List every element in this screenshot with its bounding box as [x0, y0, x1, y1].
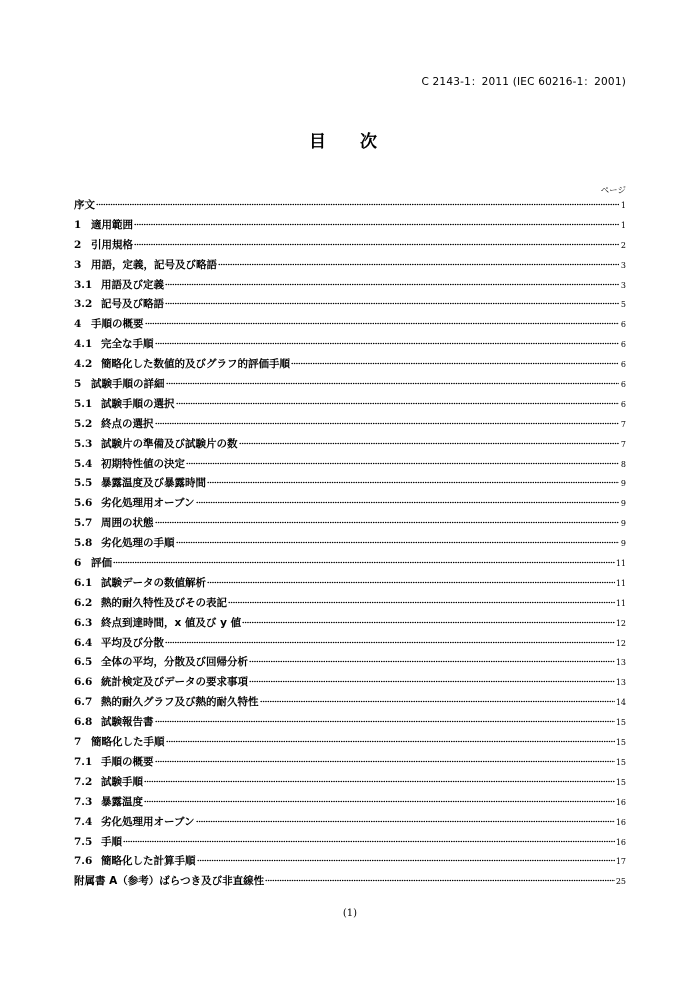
toc-entry [74, 197, 626, 217]
toc-entry [74, 654, 626, 674]
toc-entry-number: 6.4 [74, 636, 93, 649]
dot-leader [166, 740, 615, 743]
toc-entry-page: 1 [620, 201, 626, 210]
toc-entry-number: 7.3 [74, 795, 93, 808]
toc-entry-title: 劣化処理用オーブン [101, 815, 195, 828]
toc-entry-number: 3.1 [74, 278, 93, 291]
toc-entry-number: 6.2 [74, 596, 93, 609]
toc-entry [74, 595, 626, 615]
dot-leader [165, 283, 619, 286]
dot-leader [155, 422, 620, 425]
toc-entry [74, 336, 626, 356]
toc-entry [74, 495, 626, 515]
toc-entry [74, 814, 626, 834]
dot-leader [239, 442, 620, 445]
dot-leader [176, 402, 620, 405]
dot-leader [155, 342, 620, 345]
toc-entry-page: 6 [620, 340, 626, 350]
dot-leader [186, 462, 619, 465]
toc-entry [74, 257, 626, 277]
toc-entry-title: 手順 [101, 835, 122, 848]
toc-entry [74, 535, 626, 555]
toc-entry-number: 6.7 [74, 696, 93, 709]
toc-entry-page: 2 [620, 240, 626, 250]
toc-entry-title: 初期特性値の決定 [101, 457, 185, 470]
toc-entry-title: 熱的耐久特性及びその表記 [101, 596, 227, 609]
toc-entry [74, 316, 626, 336]
toc-entry [74, 635, 626, 655]
toc-entry-number: 5.8 [74, 537, 93, 550]
toc-entry-page: 15 [615, 777, 626, 787]
toc-entry [74, 714, 626, 734]
toc-entry-title: 用語，定義，記号及び略語 [91, 258, 217, 271]
toc-entry-title: 試験手順 [101, 775, 143, 788]
toc-entry [74, 396, 626, 416]
toc-entry [74, 456, 626, 476]
toc-entry-page: 15 [615, 738, 626, 748]
toc-entry-page: 9 [620, 539, 626, 549]
toc-entry [74, 834, 626, 854]
dot-leader [176, 541, 620, 544]
toc-entry-number: 5.6 [74, 497, 93, 510]
toc-entry-page: 1 [620, 220, 626, 230]
dot-leader [113, 561, 615, 564]
page-title: 目 次 [309, 132, 391, 152]
table-of-contents [74, 197, 626, 893]
dot-leader [166, 382, 620, 385]
toc-entry [74, 555, 626, 575]
dot-leader [249, 680, 615, 683]
dot-leader [260, 700, 615, 703]
toc-entry-number: 5.5 [74, 477, 93, 490]
toc-entry-title: 暴露温度及び暴露時間 [101, 477, 206, 490]
toc-entry-title: 周囲の状態 [101, 517, 154, 530]
dot-leader [265, 879, 615, 882]
dot-leader [291, 362, 619, 365]
toc-entry-title: 簡略化した計算手順 [101, 855, 196, 868]
toc-entry-title: 完全な手順 [101, 338, 154, 351]
toc-entry-title: 試験報告書 [101, 716, 154, 729]
toc-entry-page: 14 [615, 698, 626, 708]
toc-entry [74, 853, 626, 873]
toc-entry-title: 試験手順の詳細 [91, 378, 165, 391]
toc-entry-page: 7 [620, 439, 626, 449]
toc-entry-number: 7.4 [74, 815, 93, 828]
dot-leader [242, 621, 615, 624]
toc-entry-title: 試験片の準備及び試験片の数 [101, 437, 238, 450]
dot-leader [218, 263, 619, 266]
toc-entry [74, 694, 626, 714]
dot-leader [145, 322, 620, 325]
toc-entry-page: 17 [615, 857, 626, 867]
toc-entry-number: 7 [74, 736, 82, 749]
toc-entry [74, 873, 626, 893]
toc-entry-page: 16 [615, 837, 626, 847]
toc-entry-title: 暴露温度 [101, 795, 143, 808]
dot-leader [196, 820, 615, 823]
toc-entry-title: 終点の選択 [101, 417, 154, 430]
toc-entry-title: 適用範囲 [91, 218, 133, 231]
toc-entry-number: 5.3 [74, 437, 93, 450]
toc-entry [74, 734, 626, 754]
page-number: (1) [342, 908, 358, 919]
toc-entry-number: 6.5 [74, 656, 93, 669]
toc-entry-number: 5.2 [74, 417, 93, 430]
toc-entry-number: 6.3 [74, 616, 93, 629]
toc-entry-title: 熱的耐久グラフ及び熱的耐久特性 [101, 696, 259, 709]
toc-entry-page: 9 [620, 499, 626, 509]
toc-entry-number: 7.1 [74, 755, 93, 768]
toc-entry-number: 4.2 [74, 358, 93, 371]
toc-entry-title: 平均及び分散 [101, 636, 164, 649]
toc-entry-number: 3.2 [74, 298, 93, 311]
toc-entry-page: 15 [615, 718, 626, 728]
toc-entry-page: 13 [615, 678, 626, 688]
toc-entry-number: 7.5 [74, 835, 93, 848]
toc-entry-title: 引用規格 [91, 238, 133, 251]
toc-entry [74, 794, 626, 814]
toc-entry [74, 475, 626, 495]
toc-entry [74, 436, 626, 456]
toc-entry-title: 全体の平均，分散及び回帰分析 [101, 656, 248, 669]
toc-entry-page: 7 [620, 419, 626, 429]
toc-entry-page: 3 [620, 280, 626, 290]
toc-entry [74, 217, 626, 237]
toc-entry-title: 用語及び定義 [101, 278, 164, 291]
toc-entry-number: 4 [74, 318, 82, 331]
dot-leader [155, 720, 615, 723]
toc-entry-title: 附属書 A（参考）ばらつき及び非直線性 [74, 875, 265, 888]
toc-entry-number: 1 [74, 218, 82, 231]
toc-entry-title: 終点到達時間，x 値及び y 値 [101, 616, 242, 629]
toc-entry [74, 774, 626, 794]
toc-entry [74, 754, 626, 774]
toc-entry-page: 25 [615, 877, 626, 887]
toc-entry-page: 6 [620, 360, 626, 370]
toc-entry-page: 6 [620, 399, 626, 409]
toc-entry-number: 5.1 [74, 397, 93, 410]
toc-entry-page: 11 [615, 559, 626, 569]
toc-entry [74, 277, 626, 297]
toc-entry-title: 劣化処理用オーブン [101, 497, 195, 510]
toc-entry-number: 5.7 [74, 517, 93, 530]
toc-entry-page: 13 [615, 658, 626, 668]
dot-leader [228, 601, 615, 604]
toc-entry-page: 11 [615, 578, 626, 588]
toc-entry-title: 統計検定及びデータの要求事項 [101, 676, 248, 689]
dot-leader [155, 760, 615, 763]
toc-entry-page: 6 [620, 320, 626, 330]
toc-entry-page: 9 [620, 479, 626, 489]
toc-entry-title: 簡略化した手順 [91, 736, 165, 749]
toc-entry-page: 11 [615, 598, 626, 608]
toc-entry-page: 3 [620, 260, 626, 270]
toc-entry-page: 5 [620, 300, 626, 310]
toc-entry-title: 記号及び略語 [101, 298, 164, 311]
toc-entry-title: 手順の概要 [101, 755, 154, 768]
dot-leader [134, 223, 619, 226]
dot-leader [134, 243, 619, 246]
toc-entry [74, 376, 626, 396]
toc-entry-title: 劣化処理の手順 [101, 537, 175, 550]
dot-leader [165, 302, 619, 305]
dot-leader [207, 581, 615, 584]
toc-entry-page: 15 [615, 757, 626, 767]
toc-entry-title: 手順の概要 [91, 318, 144, 331]
toc-entry-page: 16 [615, 817, 626, 827]
toc-entry-title: 序文 [74, 199, 95, 211]
toc-entry-title: 試験手順の選択 [101, 397, 175, 410]
dot-leader [249, 660, 615, 663]
toc-entry-number: 6.8 [74, 716, 93, 729]
dot-leader [96, 203, 619, 206]
toc-entry-page: 12 [615, 638, 626, 648]
dot-leader [144, 800, 615, 803]
toc-entry [74, 575, 626, 595]
document-code: C 2143-1：2011 (IEC 60216-1：2001) [421, 76, 626, 88]
toc-entry-page: 9 [620, 519, 626, 529]
dot-leader [196, 501, 619, 504]
toc-entry [74, 296, 626, 316]
toc-entry-number: 6.6 [74, 676, 93, 689]
toc-entry-number: 7.6 [74, 855, 93, 868]
dot-leader [165, 641, 615, 644]
toc-entry-number: 4.1 [74, 338, 93, 351]
toc-entry-title: 簡略化した数値的及びグラフ的評価手順 [101, 358, 290, 371]
toc-entry-number: 5 [74, 378, 82, 391]
dot-leader [197, 859, 615, 862]
toc-entry-number: 6.1 [74, 576, 93, 589]
dot-leader [123, 840, 615, 843]
toc-entry-page: 6 [620, 380, 626, 390]
toc-entry [74, 356, 626, 376]
toc-entry [74, 416, 626, 436]
toc-entry-number: 5.4 [74, 457, 93, 470]
page-column-label: ページ [600, 186, 626, 196]
dot-leader [207, 481, 619, 484]
toc-entry [74, 237, 626, 257]
toc-entry-number: 7.2 [74, 775, 93, 788]
dot-leader [144, 780, 615, 783]
toc-entry-page: 8 [620, 459, 626, 469]
toc-entry-number: 6 [74, 557, 82, 570]
toc-entry-page: 16 [615, 797, 626, 807]
toc-entry-title: 試験データの数値解析 [101, 576, 206, 589]
toc-entry-number: 3 [74, 258, 82, 271]
toc-entry [74, 615, 626, 635]
toc-entry-page: 12 [615, 618, 626, 628]
toc-entry [74, 674, 626, 694]
toc-entry-title: 評価 [91, 557, 112, 570]
dot-leader [155, 521, 620, 524]
toc-entry [74, 515, 626, 535]
toc-entry-number: 2 [74, 238, 82, 251]
